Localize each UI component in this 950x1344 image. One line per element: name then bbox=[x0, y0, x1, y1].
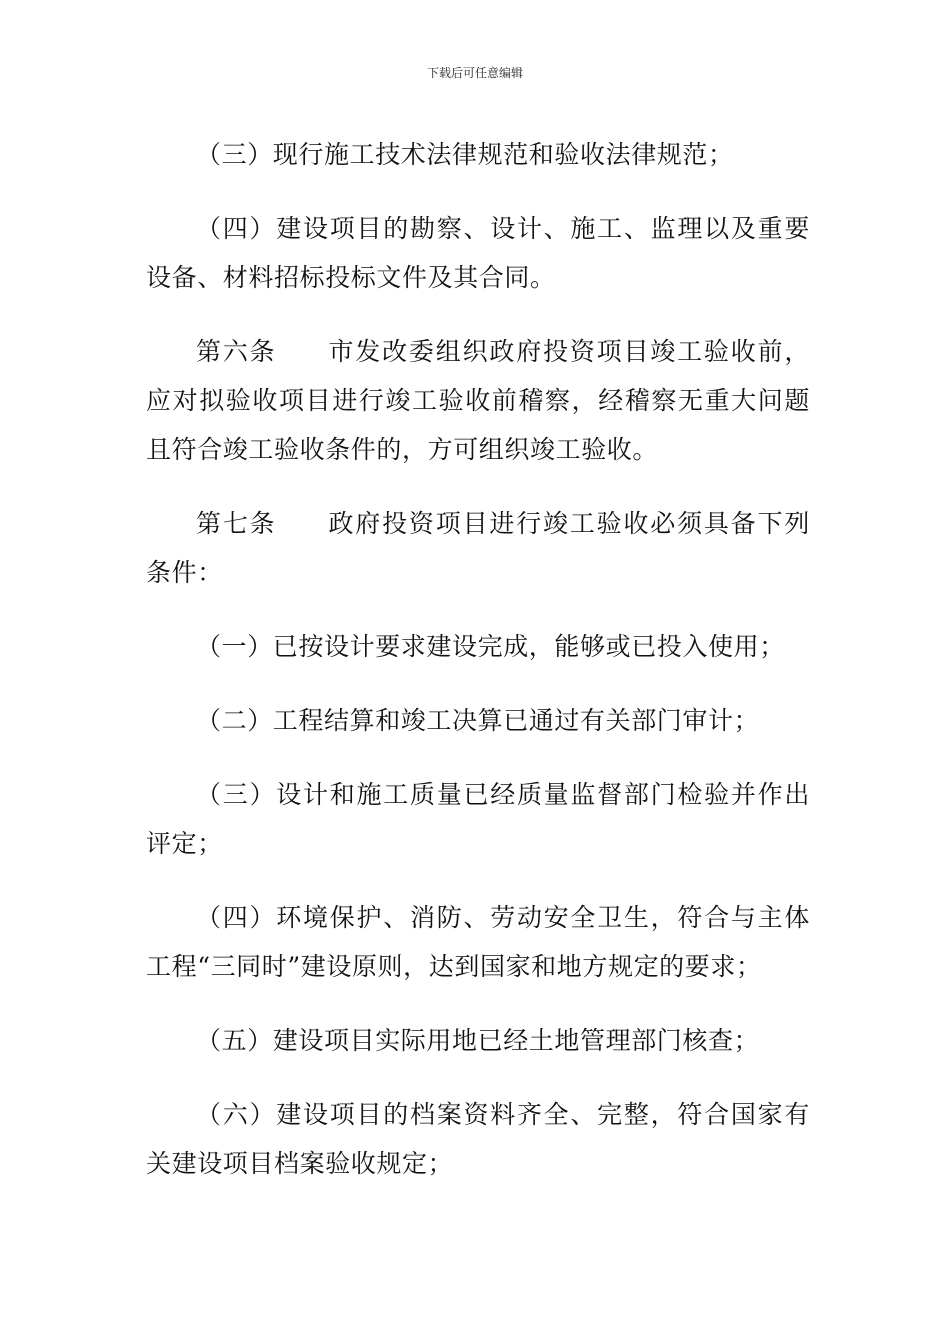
article-text: 市发改委组织政府投资项目竣工验收前，应对拟验收项目进行竣工验收前稽察，经稽察无重大问题且符合竣工验收条件的，方可组织竣工验收。 bbox=[146, 337, 810, 464]
article-number: 第六条 bbox=[196, 337, 277, 366]
article-text: 政府投资项目进行竣工验收必须具备下列条件： bbox=[146, 509, 810, 587]
article-number: 第七条 bbox=[196, 509, 277, 538]
condition-item-6: （六）建设项目的档案资料齐全、完整，符合国家有关建设项目档案验收规定； bbox=[146, 1100, 810, 1178]
paragraph-item-3: （三）现行施工技术法律规范和验收法律规范； bbox=[196, 140, 734, 169]
page-header-note: 下载后可任意编辑 bbox=[426, 66, 523, 80]
article-7 bbox=[146, 499, 810, 597]
condition-item-3: （三）设计和施工质量已经质量监督部门检验并作出评定； bbox=[146, 780, 810, 858]
paragraph-item-4: （四）建设项目的勘察、设计、施工、监理以及重要设备、材料招标投标文件及其合同。 bbox=[146, 214, 810, 292]
condition-item-5: （五）建设项目实际用地已经土地管理部门核查； bbox=[196, 1026, 760, 1055]
document-body bbox=[146, 130, 810, 1213]
article-6 bbox=[146, 327, 810, 474]
condition-item-1: （一）已按设计要求建设完成，能够或已投入使用； bbox=[196, 632, 785, 661]
condition-item-2: （二）工程结算和竣工决算已通过有关部门审计； bbox=[196, 706, 760, 735]
condition-item-4: （四）环境保护、消防、劳动安全卫生，符合与主体工程“三同时”建设原则，达到国家和地方规定的要求； bbox=[146, 903, 810, 981]
